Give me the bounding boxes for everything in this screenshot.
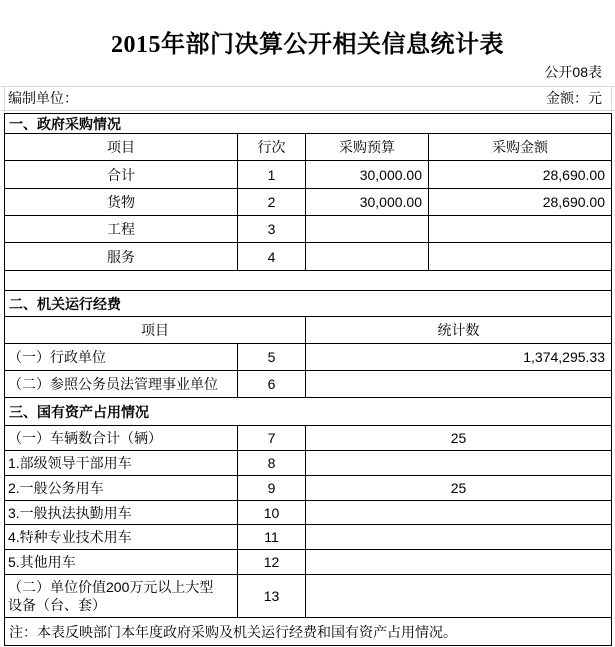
- blank-spacer-cell: [5, 271, 612, 291]
- blank-spacer-row: [5, 271, 612, 291]
- table-row: [5, 216, 612, 243]
- procurement-budget-value: [306, 216, 429, 243]
- item-name: （二）单位价值200万元以上大型 设备（台、套）: [5, 575, 238, 618]
- statistics-table: [4, 113, 612, 646]
- gridline: [0, 110, 615, 111]
- table-header-row: [5, 134, 612, 161]
- column-header-statistic: 统计数: [306, 317, 612, 344]
- table-row: [5, 525, 612, 550]
- gridline: [4, 86, 5, 113]
- line-number: 8: [238, 451, 306, 476]
- section-heading-row: [5, 291, 612, 317]
- statistic-value: 25: [306, 476, 612, 501]
- item-name: 合计: [5, 161, 238, 189]
- procurement-amount-value: [429, 243, 612, 271]
- procurement-budget-value: [306, 243, 429, 271]
- procurement-amount-value: [429, 216, 612, 243]
- line-number: 11: [238, 525, 306, 550]
- item-name: （一）车辆数合计（辆）: [5, 426, 238, 451]
- item-name: 货物: [5, 189, 238, 216]
- statistic-value: [306, 501, 612, 525]
- line-number: 5: [238, 344, 306, 371]
- statistic-value: [306, 550, 612, 575]
- item-name: （一）行政单位: [5, 344, 238, 371]
- line-number: 3: [238, 216, 306, 243]
- column-header-item: 项目: [5, 317, 306, 344]
- table-row: [5, 575, 612, 618]
- section-heading-row: [5, 398, 612, 426]
- statistic-value: 25: [306, 426, 612, 451]
- item-name: 4.特种专业技术用车: [5, 525, 238, 550]
- table-row: [5, 189, 612, 216]
- line-number: 4: [238, 243, 306, 271]
- table-row: [5, 243, 612, 271]
- procurement-budget-value: 30,000.00: [306, 189, 429, 216]
- table-row: [5, 550, 612, 575]
- amount-unit-label: 金额：元: [546, 90, 602, 106]
- line-number: 1: [238, 161, 306, 189]
- statistic-value: 1,374,295.33: [306, 344, 612, 371]
- line-number: 10: [238, 501, 306, 525]
- note-row: [5, 618, 612, 646]
- column-header-amount: 采购金额: [429, 134, 612, 161]
- item-name: 2.一般公务用车: [5, 476, 238, 501]
- gridline: [0, 86, 615, 87]
- page-title: 2015年部门决算公开相关信息统计表: [111, 32, 504, 58]
- line-number: 12: [238, 550, 306, 575]
- table-header-row: [5, 317, 612, 344]
- item-name: 服务: [5, 243, 238, 271]
- item-name: 1.部级领导干部用车: [5, 451, 238, 476]
- statistic-value: [306, 371, 612, 398]
- line-number: 2: [238, 189, 306, 216]
- statistic-value: [306, 525, 612, 550]
- line-number: 7: [238, 426, 306, 451]
- procurement-budget-value: 30,000.00: [306, 161, 429, 189]
- section-heading-row: [5, 114, 612, 134]
- table-row: [5, 451, 612, 476]
- table-row: [5, 371, 612, 398]
- table-row: [5, 426, 612, 451]
- statistic-value: [306, 575, 612, 618]
- table-note: 注：本表反映部门本年度政府采购及机关运行经费和国有资产占用情况。: [5, 618, 612, 646]
- table-row: [5, 501, 612, 525]
- procurement-amount-value: 28,690.00: [429, 161, 612, 189]
- table-row: [5, 344, 612, 371]
- statistic-value: [306, 451, 612, 476]
- line-number: 13: [238, 575, 306, 618]
- table-row: [5, 161, 612, 189]
- item-name: 工程: [5, 216, 238, 243]
- item-name: （二）参照公务员法管理事业单位: [5, 371, 238, 398]
- section-heading-operating-expenses: 二、机关运行经费: [5, 291, 612, 317]
- section-heading-procurement: 一、政府采购情况: [5, 114, 612, 134]
- procurement-amount-value: 28,690.00: [429, 189, 612, 216]
- form-code: 公开08表: [544, 64, 602, 80]
- gridline: [611, 86, 612, 113]
- column-header-item: 项目: [5, 134, 238, 161]
- item-name: 5.其他用车: [5, 550, 238, 575]
- column-header-budget: 采购预算: [306, 134, 429, 161]
- table-row: [5, 476, 612, 501]
- section-heading-state-assets: 三、国有资产占用情况: [5, 398, 612, 426]
- item-name: 3.一般执法执勤用车: [5, 501, 238, 525]
- preparing-unit-label: 编制单位：: [8, 90, 78, 106]
- line-number: 6: [238, 371, 306, 398]
- column-header-line-no: 行次: [238, 134, 306, 161]
- line-number: 9: [238, 476, 306, 501]
